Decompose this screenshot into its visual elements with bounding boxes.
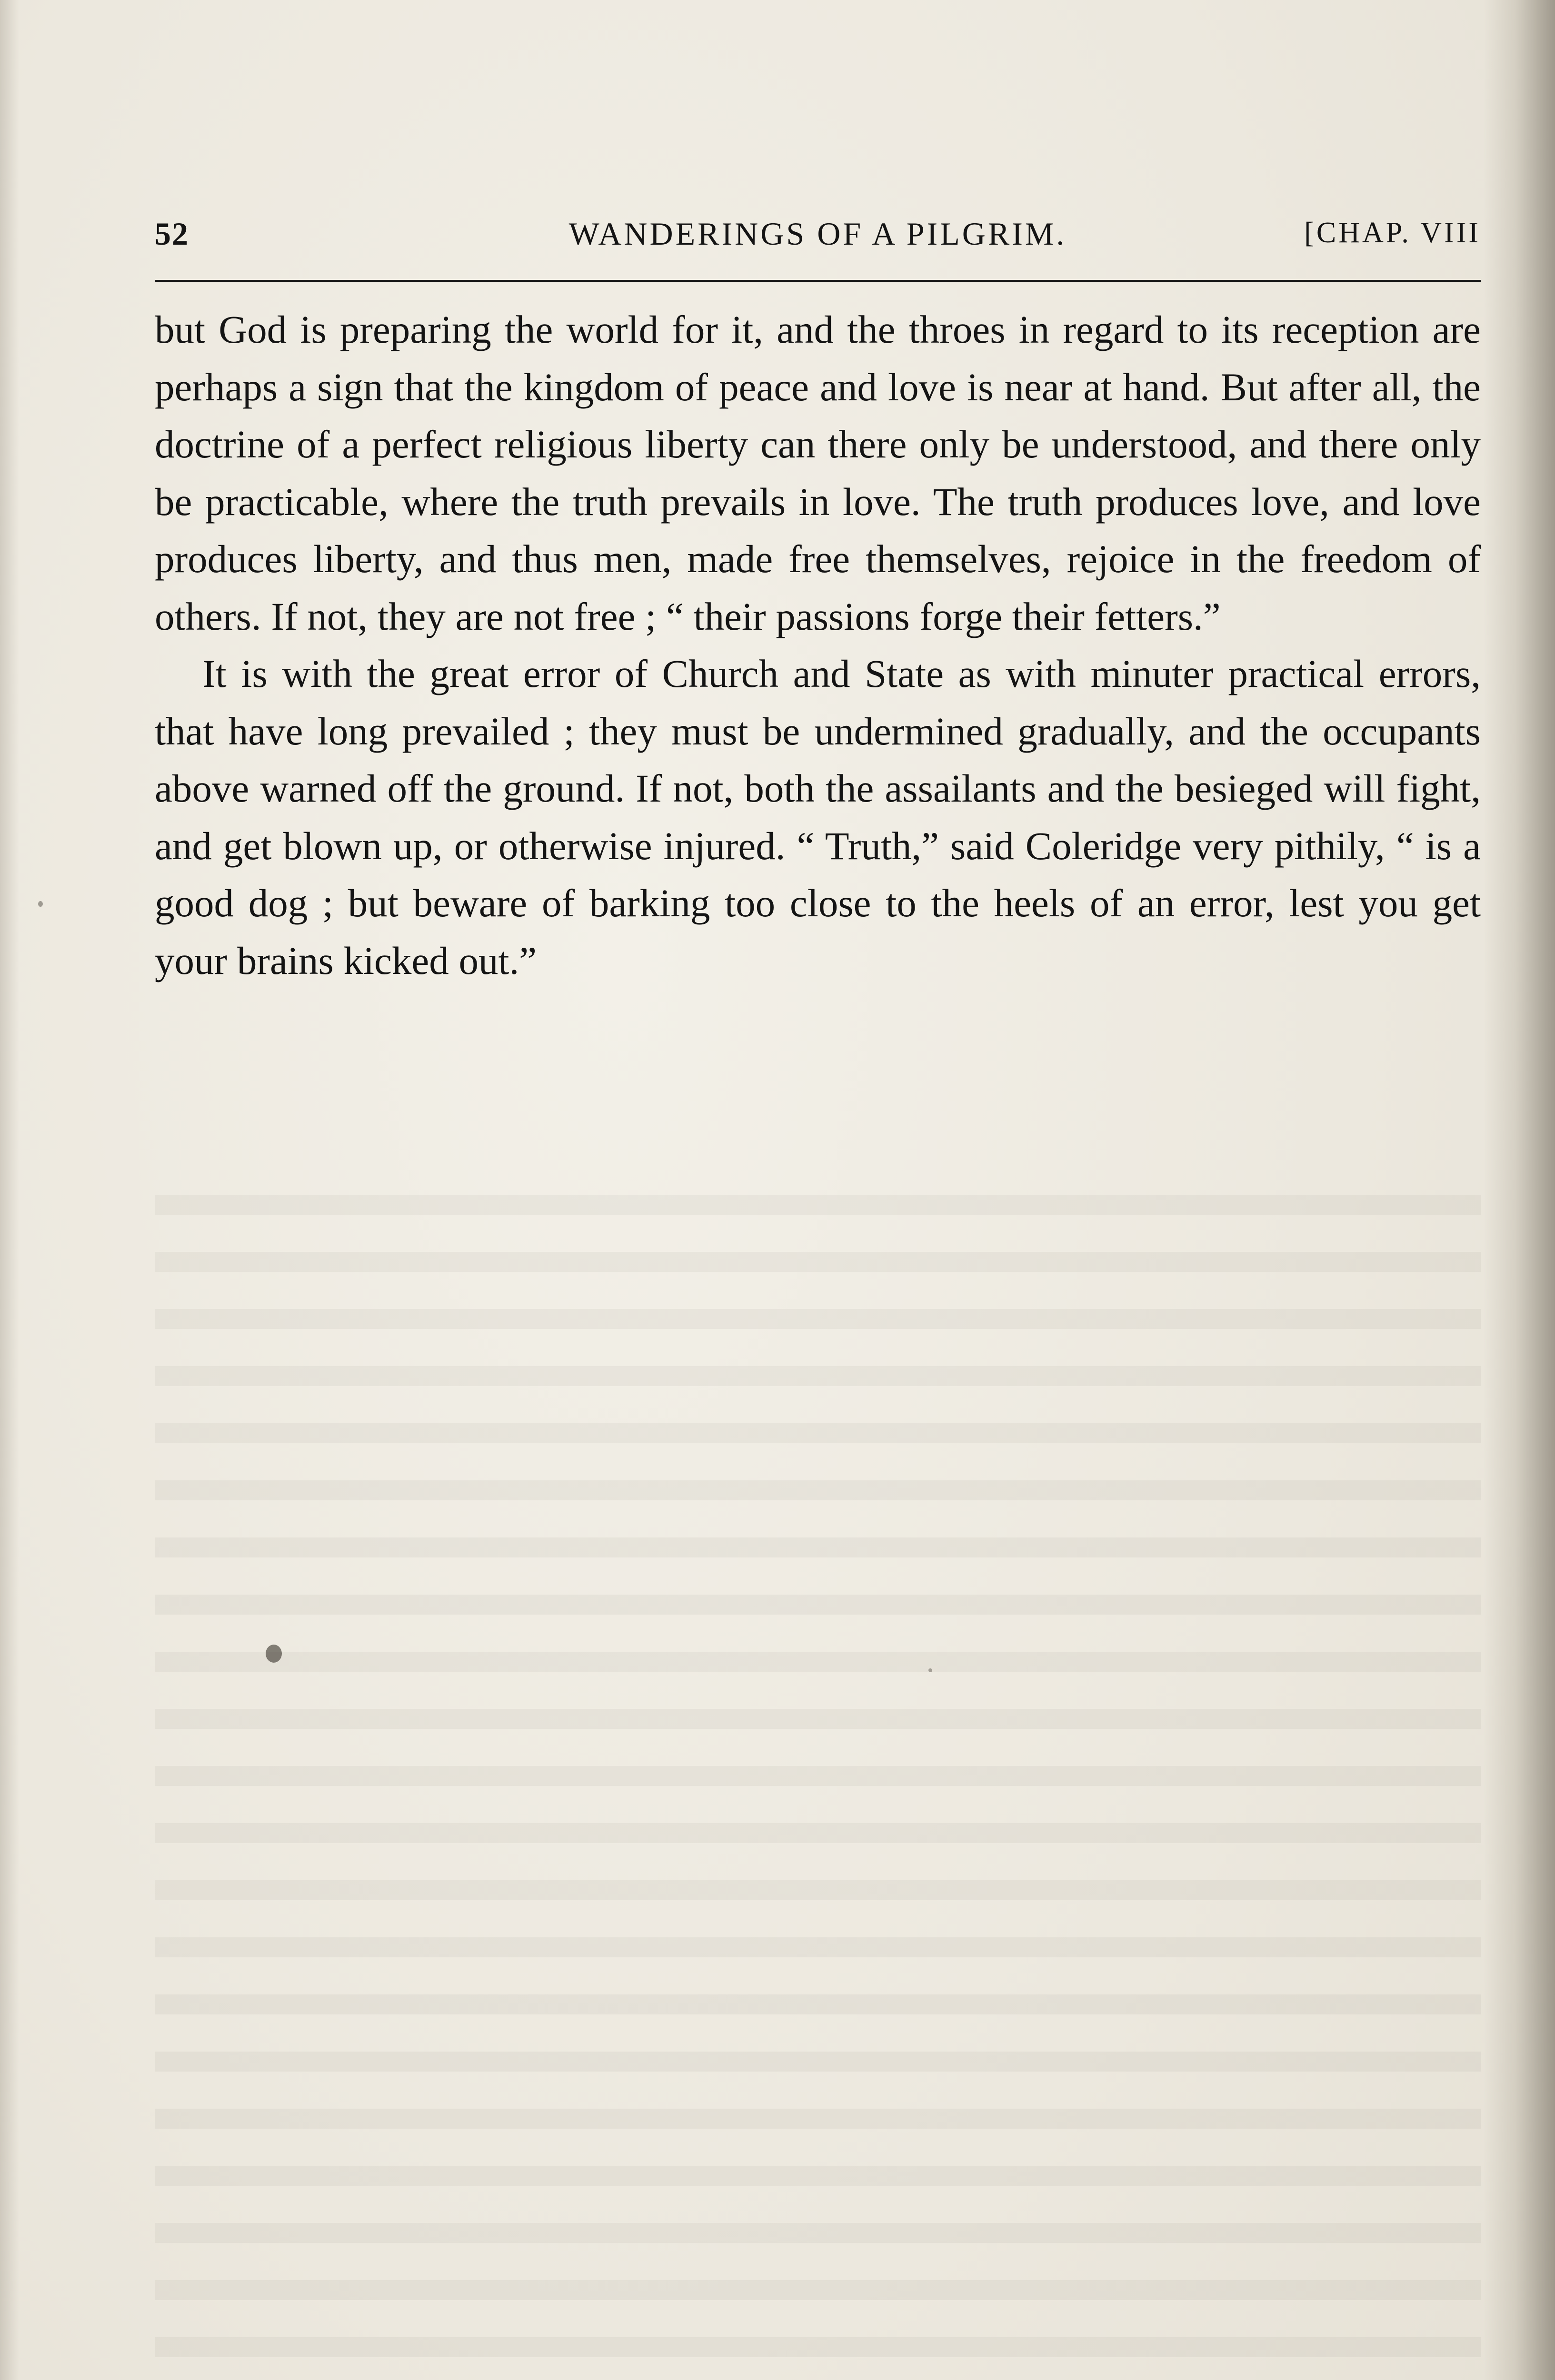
page-gutter-shadow xyxy=(0,0,19,2380)
show-through-texture xyxy=(155,1161,1481,2380)
paragraph: It is with the great error of Church and State as with minuter practical errors, that have long prevailed ; they must be undermined gradually, and the occupants above warned off the ground. If not, both the assailants and the besieged will fight, and get blown up, or otherwise injured. “ Truth,” said Coleridge very pithily, “ is a good dog ; but beware of barking too close to the heels of an error, lest you get your brains kicked out.” xyxy=(155,652,1481,982)
page-number: 52 xyxy=(155,216,189,252)
ink-speck xyxy=(38,901,43,907)
ink-speck xyxy=(928,1668,932,1672)
body-text xyxy=(155,301,1481,989)
paragraph-continued: but God is preparing the world for it, and the throes in regard to its reception are perhaps a sign that the kingdom of peace and love is near at hand. But after all, the doctrine of a perfect religious liberty can there only be understood, and there only be practicable, where the truth prevails in love. The truth produces love, and love produces liberty, and thus men, made free themselves, rejoice in the freedom of others. If not, they are not free ; “ their passions forge their fetters.” xyxy=(155,307,1481,638)
running-title: WANDERINGS OF A PILGRIM. xyxy=(568,216,1067,252)
page-edge-shadow xyxy=(1484,0,1555,2380)
header-rule xyxy=(155,280,1481,282)
running-head xyxy=(155,209,1481,262)
ink-spot xyxy=(266,1645,282,1663)
chapter-reference: [CHAP. VIII xyxy=(1304,217,1481,249)
